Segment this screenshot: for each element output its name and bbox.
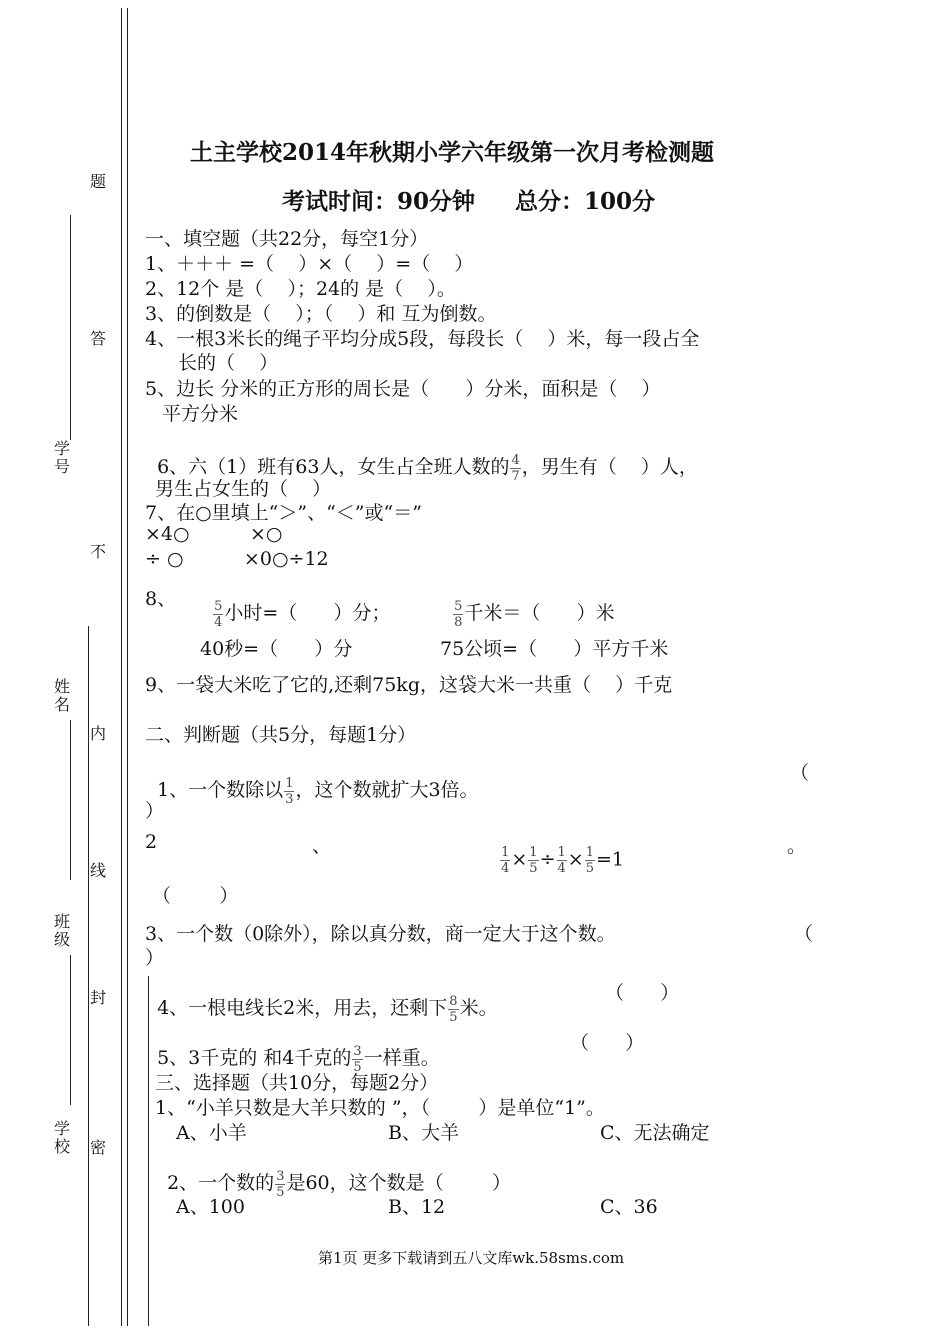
s1-question-8-part2 xyxy=(440,576,615,630)
side-label-xian: 线 xyxy=(89,861,106,880)
fraction-8-5: $\frac{8}{5}$ xyxy=(449,993,458,1025)
s2-q2-paren: （ ） xyxy=(152,885,239,907)
s2-q1-text-pre: 1、一个数除以 xyxy=(157,779,284,801)
s1-question-8-label: 8、 xyxy=(145,588,177,610)
s3-q1-option-a: A、小羊 xyxy=(176,1122,247,1144)
s1-question-5-line1: 5、边长 分米的正方形的周长是（ ）分米，面积是（ ） xyxy=(145,378,661,400)
s2-q3-paren-open: （ xyxy=(794,923,814,945)
s2-question-1 xyxy=(145,753,479,807)
equals-one: =1 xyxy=(595,848,624,871)
s2-q4-text-pre: 4、一根电线长2米，用去，还剩下 xyxy=(157,997,448,1019)
side-label-ti: 题 xyxy=(89,172,106,191)
s1-question-5-line2: 平方分米 xyxy=(162,403,239,425)
s2-question-3: 3、一个数（0除外），除以真分数，商一定大于这个数。 xyxy=(145,923,616,945)
s1-question-6-line2: 男生占女生的（ ） xyxy=(155,478,332,500)
fraction-3-5: $\frac{3}{5}$ xyxy=(353,1043,362,1075)
s1-question-7-row2: ÷ ○ ×0○÷12 xyxy=(145,548,329,570)
section2-heading: 二、判断题（共5分，每题1分） xyxy=(145,724,417,746)
s3-q1-option-c: C、无法确定 xyxy=(600,1122,710,1144)
section1-heading: 一、填空题（共22分，每空1分） xyxy=(145,228,429,250)
fraction-1-3: $\frac{1}{3}$ xyxy=(285,775,294,807)
student-id-label: 学号 xyxy=(53,439,70,476)
s3-q1-option-b: B、大羊 xyxy=(388,1122,459,1144)
fraction-5-8: $\frac{5}{8}$ xyxy=(454,598,463,630)
s3-q2-option-c: C、36 xyxy=(600,1196,658,1218)
s3-q2-text-pre: 2、一个数的 xyxy=(167,1172,275,1194)
s3-q2-option-a: A、100 xyxy=(176,1196,245,1218)
s3-question-1: 1、“小羊只数是大羊只数的 ”，（ ）是单位“1”。 xyxy=(155,1097,605,1119)
s2-q5-text-post: 一样重。 xyxy=(363,1047,440,1069)
s2-q4-text-post: 米。 xyxy=(459,997,498,1019)
s2-q2-end: 。 xyxy=(787,835,807,857)
side-label-mi: 密 xyxy=(89,1138,106,1157)
s2-question-5 xyxy=(145,1021,440,1075)
side-label-feng: 封 xyxy=(89,988,106,1007)
s2-q1-paren-open: （ xyxy=(790,762,810,784)
side-label-da: 答 xyxy=(89,329,106,348)
times-sign: × xyxy=(567,848,584,871)
name-label: 姓名 xyxy=(53,677,70,714)
exam-subtitle: 考试时间：90分钟 总分：100分 xyxy=(282,188,656,215)
s1-question-1: 1、＋＋＋ =（ ）×（ ）=（ ） xyxy=(145,253,474,275)
s2-q1-paren-close: ） xyxy=(145,800,165,822)
times-sign: × xyxy=(511,848,528,871)
s1-q8-km-text: 千米＝（ ）米 xyxy=(464,602,615,624)
fraction-5-4: $\frac{5}{4}$ xyxy=(214,598,223,630)
s1-q6-text-post: ，男生有（ ）人， xyxy=(521,456,698,478)
fraction-4-7: $\frac{4}{7}$ xyxy=(511,452,520,484)
divide-sign: ÷ xyxy=(539,848,556,871)
s2-q1-text-post: ，这个数就扩大3倍。 xyxy=(295,779,479,801)
s2-q5-text-pre: 5、3千克的 和4千克的 xyxy=(157,1047,352,1069)
fraction-3-5: $\frac{3}{5}$ xyxy=(276,1168,285,1200)
s1-q8-hours-text: 小时=（ ）分； xyxy=(224,602,391,624)
side-label-nei: 内 xyxy=(89,724,106,743)
s3-q2-text-post: 是60，这个数是（ ） xyxy=(286,1172,511,1194)
s1-question-9: 9、一袋大米吃了它的,还剩75kg，这袋大米一共重（ ）千克 xyxy=(145,674,673,696)
fraction-1-5: $\frac{1}{5}$ xyxy=(585,845,594,876)
s1-question-7: 7、在○里填上“＞”、“＜”或“＝” xyxy=(145,502,422,524)
binding-line-right xyxy=(127,8,128,1326)
fraction-1-5: $\frac{1}{5}$ xyxy=(529,845,538,876)
s2-q2-number: 2 xyxy=(145,831,158,853)
s1-question-4-line2: 长的（ ） xyxy=(178,352,279,374)
s2-q4-paren: （ ） xyxy=(605,982,680,1004)
section3-heading: 三、选择题（共10分，每题2分） xyxy=(155,1072,439,1094)
s1-question-4-line1: 4、一根3米长的绳子平均分成5段，每段长（ ）米，每一段占全 xyxy=(145,328,700,350)
s2-question-4 xyxy=(145,971,498,1025)
s1-question-8-part1 xyxy=(200,576,391,630)
s1-q6-text-pre: 6、六（1）班有63人，女生占全班人数的 xyxy=(157,456,510,478)
s1-question-8-part3: 40秒=（ ）分 xyxy=(200,638,353,660)
binding-line-left xyxy=(121,8,122,1326)
s1-question-7-row1: ×4○ ×○ xyxy=(145,523,283,545)
s2-q3-paren-close: ） xyxy=(145,947,165,969)
s2-q5-paren: （ ） xyxy=(570,1032,645,1054)
student-id-blank xyxy=(70,215,71,440)
exam-title: 土主学校2014年秋期小学六年级第一次月考检测题 xyxy=(190,139,715,166)
school-label: 学校 xyxy=(53,1119,70,1156)
s3-q2-option-b: B、12 xyxy=(388,1196,446,1218)
page-footer: 第1页 更多下载请到五八文库wk.58sms.com xyxy=(318,1249,625,1267)
side-label-bu: 不 xyxy=(89,542,106,561)
s1-question-2: 2、12个 是（ ）；24的 是（ ）。 xyxy=(145,278,456,300)
class-blank xyxy=(70,955,71,1105)
fraction-1-4: $\frac{1}{4}$ xyxy=(557,845,566,876)
s2-q2-expression xyxy=(487,823,624,876)
s1-question-8-part4: 75公顷=（ ）平方千米 xyxy=(440,638,669,660)
name-blank xyxy=(70,720,71,880)
s2-q2-comma: 、 xyxy=(312,835,332,857)
fraction-1-4: $\frac{1}{4}$ xyxy=(501,845,510,876)
s1-question-3: 3、的倒数是（ ）；（ ）和 互为倒数。 xyxy=(145,303,497,325)
class-label: 班级 xyxy=(53,912,70,949)
